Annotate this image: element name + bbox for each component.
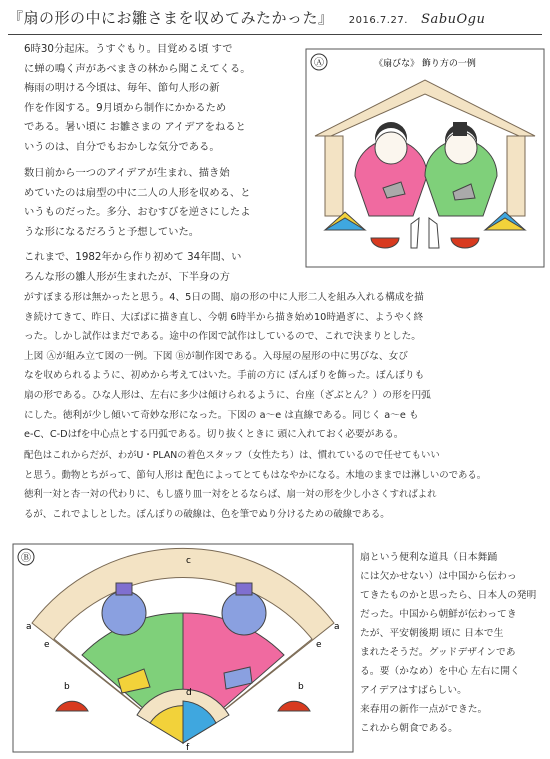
text-line: ろんな形の雛人形が生まれたが、下半身の方 [24,270,230,283]
text-line: 来春用の新作一点ができた。 [360,704,488,715]
label-a-right: a [334,622,340,632]
side-note [360,548,546,738]
left-sake-bottle [411,218,419,248]
text-line: に蝉の鳴く声があべまきの林から聞こえてくる。 [24,62,251,75]
female-doll-head [222,591,266,635]
label-f: f [186,743,190,753]
entry-date: 2016.7.27. [348,15,408,26]
text-line: る。要（かなめ）を中心 左右に開く [360,666,520,677]
text-line: たが、平安朝後期 頃に 日本で生 [360,628,504,639]
paragraph-3 [24,248,241,287]
male-doll-face [445,132,477,164]
figure-a-marker: Ⓐ [314,58,324,69]
text-line: 配色はこれからだが、わがU・PLANの着色スタッフ（女性たち）は、慣れているので任せてもいい [24,450,440,461]
label-b-left: b [64,682,70,692]
figure-b-production-drawing [12,543,354,753]
text-line: 数日前から一つのアイデアが生まれ、描き始 [24,167,230,179]
text-line: めていたのは扇型の中に二人の人形を収める、と [24,186,251,199]
text-line: なを収められるように、初めから考えてはいた。手前の方に ぼんぼりを飾った。ぼんぼりも [24,370,425,382]
paragraph-5 [24,446,486,524]
text-line: 扇という便利な道具（日本舞踊 [360,552,498,563]
text-line: にした。徳利が少し傾いて奇妙な形になった。下図の a～e は直線である。同じく a～e も [24,409,419,421]
text-line: には欠かせない）は中国から伝わっ [360,571,517,582]
text-line: 6時30分起床。うすぐもり。目覚める頃 すで [24,43,233,55]
label-a-left: a [26,622,32,632]
text-line: まれたそうだ。グッドデザインであ [360,647,516,658]
text-line: 徳利一対と杏一対の代わりに、もし盛り皿一対をとるならば、扇一対の形を少し小さくすればよれ [24,489,437,501]
figure-a-caption: 《扇びな》 飾り方の一例 [374,59,476,69]
text-line: 作を作図する。9月頃から制作にかかるため [24,101,227,114]
figure-a-assembly [305,48,545,268]
text-line: である。暑い頃に お雛さまの アイデアをねると [24,121,246,134]
text-line: るが、これでよしとした。ぼんぼりの破線は、色を筆でぬり分けるための破線である。 [24,508,390,520]
text-line: と思う。動物とちがって、節句人形は 配色によってとてもはなやかになる。木地のままでは淋しいのである。 [24,469,487,481]
text-line: e-C、C-Dはfを中心点とする円弧である。切り抜くときに 頭に入れておく必要がある。 [24,429,404,441]
paragraph-4 [24,288,431,445]
text-line: 梅雨の明ける今頃は、毎年、節句人形の新 [24,82,220,95]
text-line: いうのは、自分でもおかしな気分である。 [24,140,220,153]
text-line: てきたものかと思ったら、日本人の発明 [360,590,537,601]
paragraph-2 [24,164,251,242]
left-pillar [325,136,343,216]
female-doll-crown [236,583,252,595]
male-doll-crown [116,583,132,595]
text-line: 上図 Ⓐが組み立て図の一例。下図 Ⓑが制作図である。入母屋の屋形の中に男びな、女び [24,350,408,362]
label-c: c [186,556,191,566]
figure-b-marker: Ⓑ [21,553,31,564]
text-line: がすぼまる形は無かったと思う。4、5日の間、扇の形の中に人形二人を組み入れる構成を描 [24,292,424,303]
title-text: 『扇の形の中にお雛さまを収めてみたかった』 [8,9,334,27]
female-doll-face [375,132,407,164]
label-d: d [186,688,192,698]
author-signature: SabuOgu [421,12,486,27]
text-line: これから朝食である。 [360,723,458,734]
text-line: った。しかし試作はまだである。途中の作図で試作はしているので、これで決まりとした。 [24,331,421,343]
paragraph-1 [24,40,251,158]
text-line: アイデアはすばらしい。 [360,685,467,696]
label-e-left: e [44,640,50,650]
text-line: いうものだった。多分、おむすびを逆さにしたよ [24,206,251,219]
text-line: これまで、1982年から作り初めて 34年間、い [24,251,242,263]
label-b-right: b [298,682,304,692]
text-line: うな形になるだろうと予想していた。 [24,225,200,238]
text-line: だった。中国から朝鮮が伝わってき [360,609,517,620]
male-doll-head [102,591,146,635]
right-pillar [507,136,525,216]
text-line: 扇の形である。ひな人形は、左右に多少は傾けられるように、台座（ざぶとん？）の形を円弧 [24,389,431,401]
page-title [8,2,542,35]
text-line: き続けてきて、昨日、大ぼばに描き直し、今朝 6時半から描き始め10時過ぎに、ようやく終 [24,311,424,323]
label-e-right: e [316,640,322,650]
